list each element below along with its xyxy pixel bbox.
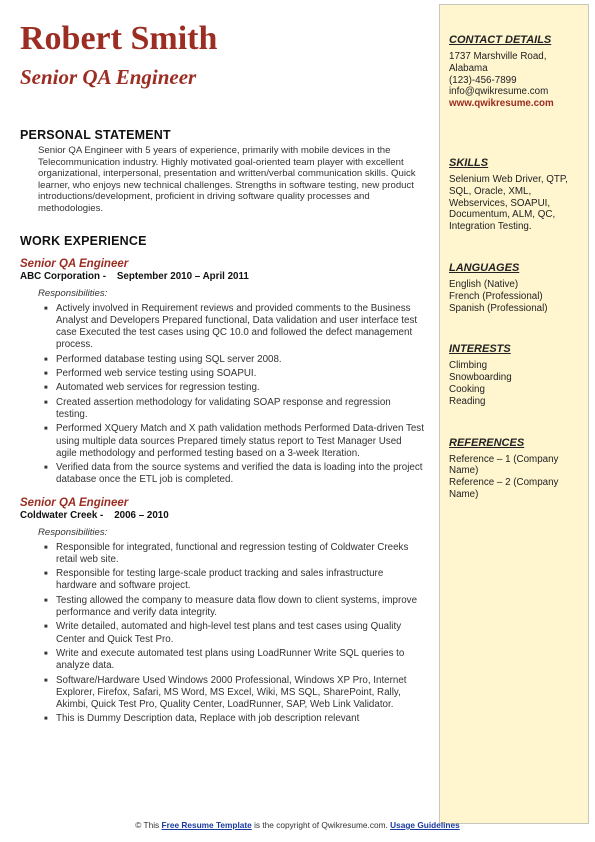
list-item: ■ Performed database testing using SQL server 2008. — [56, 354, 425, 366]
personal-statement-heading: PERSONAL STATEMENT — [20, 128, 171, 142]
contact-details — [449, 51, 579, 110]
list-item: ■ Actively involved in Requirement reviews and provided comments to the Business Analyst and Developers Prepared functional, Data validation and user interface test case Executed the test cases using QC 10.0 and followed the defect management process. — [56, 303, 425, 352]
contact-website-link[interactable]: www.qwikresume.com — [449, 98, 554, 110]
skills-heading: SKILLS — [449, 156, 489, 169]
job-company-dates — [20, 510, 425, 522]
job-company: Coldwater Creek - — [20, 509, 104, 521]
footer-copyright-text: is the copyright of Qwikresume.com. — [254, 820, 388, 830]
list-item: ■ Responsible for testing large-scale product tracking and sales infrastructure hardware and software project. — [56, 568, 425, 592]
references-heading: REFERENCES — [449, 436, 525, 449]
list-item: Reference – 1 (Company Name) — [449, 453, 559, 477]
interests-heading: INTERESTS — [449, 343, 511, 356]
list-item: Spanish (Professional) — [449, 302, 548, 314]
list-item: Cooking — [449, 383, 485, 395]
list-item: ■ Write detailed, automated and high-level test plans and test cases using Quality Center and Quick Test Pro. — [56, 621, 425, 645]
responsibility-list — [20, 542, 425, 726]
skills-text: Selenium Web Driver, QTP, SQL, Oracle, XML, Webservices, SOAPUI, Documentum, ALM, QC, Integration Testing. — [449, 173, 568, 233]
list-item: Climbing — [449, 360, 488, 372]
main-column — [20, 20, 425, 728]
list-item: ■ Software/Hardware Used Windows 2000 Professional, Windows XP Pro, Internet Explorer, Firefox, Safari, MS Word, MS Excel, Wiki, MS SQL, SharePoint, Rally, Akimbi, Quick Test Pro, Quality Center, LoadRunner, SAP, Web Link Validator. — [56, 675, 425, 712]
job-entry — [20, 258, 425, 487]
candidate-title: Senior QA Engineer — [20, 65, 197, 89]
job-company-dates — [20, 271, 425, 283]
list-item: ■ This is Dummy Description data, Replace with job description relevant — [56, 713, 425, 725]
job-company: ABC Corporation - — [20, 270, 106, 282]
contact-heading: CONTACT DETAILS — [449, 34, 552, 46]
job-dates: September 2010 – April 2011 — [116, 270, 249, 282]
footer — [0, 820, 595, 830]
contact-email[interactable]: info@qwikresume.com — [449, 86, 549, 98]
footer-prefix: © This — [135, 820, 160, 830]
list-item: Reading — [449, 395, 486, 407]
list-item: ■ Automated web services for regression testing. — [56, 382, 425, 394]
languages-heading: LANGUAGES — [449, 261, 520, 274]
sidebar — [439, 4, 589, 824]
list-item: English (Native) — [449, 278, 519, 290]
usage-guidelines-link[interactable]: Usage Guidelines — [390, 820, 460, 830]
responsibilities-label: Responsibilities: — [38, 287, 108, 299]
responsibilities-label: Responsibilities: — [38, 526, 108, 538]
skills-section — [449, 156, 579, 233]
work-experience-heading: WORK EXPERIENCE — [20, 233, 147, 248]
list-item: ■ Responsible for integrated, functional and regression testing of Coldwater Creeks retail web site. — [56, 542, 425, 566]
list-item: ■ Created assertion methodology for validating SOAP response and regression testing. — [56, 397, 425, 421]
list-item: ■ Performed web service testing using SOAPUI. — [56, 368, 425, 380]
job-title: Senior QA Engineer — [20, 257, 129, 270]
languages-list — [449, 279, 579, 314]
contact-phone: (123)-456-7899 — [449, 74, 517, 86]
list-item: ■ Write and execute automated test plans using LoadRunner Write SQL queries to analyze data. — [56, 648, 425, 672]
list-item: Reference – 2 (Company Name) — [449, 477, 559, 500]
list-item: ■ Testing allowed the company to measure data flow down to client systems, improve performance and verify data integrity. — [56, 595, 425, 619]
list-item: ■ Performed XQuery Match and X path validation methods Performed Data-driven Test using multiple data sources Prepared timely status report to Test Manager Used agile methodology and performed testing based on a 3-week Iteration. — [56, 423, 425, 460]
list-item: ■ Verified data from the source systems and verified the data is loading into the project database once the ETL job is completed. — [56, 462, 425, 486]
personal-statement-text: Senior QA Engineer with 5 years of experience, primarily with mobile devices in the Telecommunication industry. Highly motivated goal-oriented team player with excellent organizational, interpersonal, presentation and written/verbal communication skills. Quick learner, who enjoys new technical challenges. Strengths in software testing, new product introductions/development, proficient in driving software quality processes and methodologies. — [38, 145, 416, 214]
free-resume-template-link[interactable]: Free Resume Template — [161, 820, 252, 830]
interests-section — [449, 342, 579, 407]
responsibility-list — [20, 303, 425, 487]
languages-section — [449, 261, 579, 314]
list-item: Snowboarding — [449, 372, 512, 384]
references-section — [449, 436, 579, 501]
job-entry — [20, 497, 425, 726]
job-title: Senior QA Engineer — [20, 496, 129, 509]
contact-address: 1737 Marshville Road, Alabama — [449, 51, 547, 74]
job-dates: 2006 – 2010 — [114, 509, 169, 521]
references-list — [449, 454, 579, 501]
list-item: French (Professional) — [449, 290, 543, 302]
contact-section — [449, 33, 579, 110]
interests-list — [449, 360, 579, 407]
candidate-name: Robert Smith — [20, 20, 218, 57]
